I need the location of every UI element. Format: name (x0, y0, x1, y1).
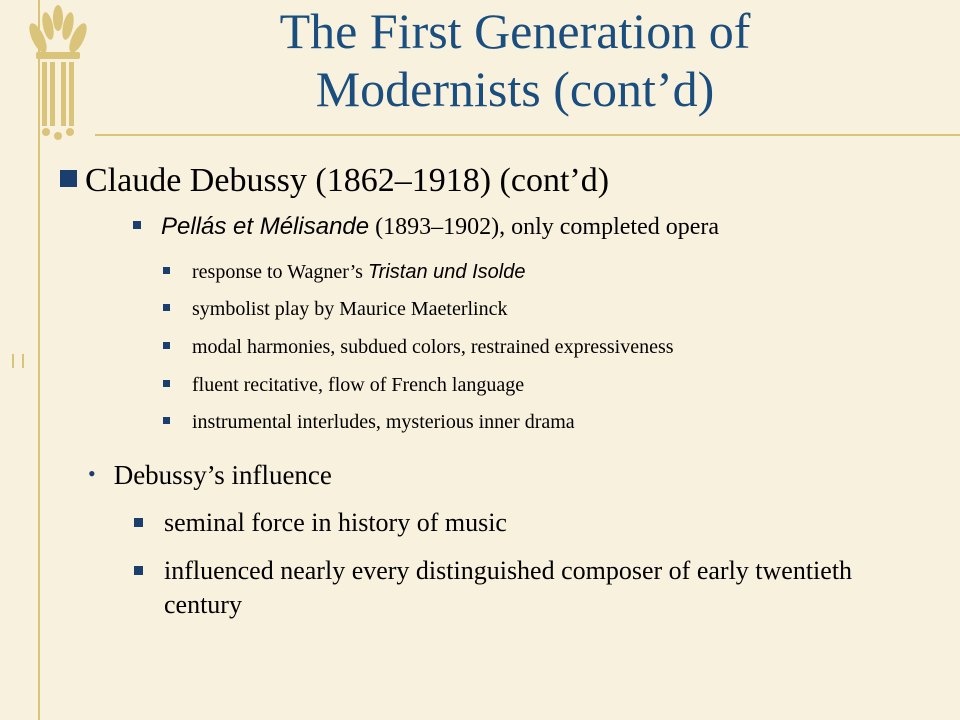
opera-bullet (133, 212, 719, 242)
title-line-2: Modernists (cont’d) (315, 61, 715, 117)
detail-item-4 (163, 372, 524, 398)
square-bullet-icon (163, 417, 170, 424)
ornament-icon (28, 4, 98, 144)
opera-title: Pellás et Mélisande (161, 213, 370, 240)
influence-text: influenced nearly every distinguished composer of early twentieth century (164, 556, 853, 619)
square-bullet-icon (163, 304, 170, 311)
round-bullet-icon: • (88, 461, 96, 486)
square-bullet-icon (163, 380, 170, 387)
influence-heading (88, 457, 332, 492)
square-bullet-icon (134, 566, 143, 575)
detail-text: response to Wagner’s (192, 261, 368, 283)
detail-text: instrumental interludes, mysterious inner drama (192, 411, 575, 433)
detail-work-title: Tristan und Isolde (367, 261, 526, 283)
influence-item-2 (134, 554, 924, 622)
detail-text: modal harmonies, subdued colors, restrained expressiveness (192, 336, 674, 358)
slide-title (120, 2, 910, 118)
title-line-1: The First Generation of (279, 3, 751, 59)
square-bullet-icon (134, 518, 143, 527)
detail-item-2 (163, 296, 507, 322)
detail-item-3 (163, 334, 674, 360)
influence-item-1 (134, 506, 924, 552)
main-bullet-text: Claude Debussy (1862–1918) (cont’d) (85, 162, 610, 199)
horizontal-rule (95, 134, 960, 136)
square-bullet-icon (163, 342, 170, 349)
influence-heading-text: Debussy’s influence (113, 460, 332, 490)
side-mark-icon (4, 352, 34, 370)
detail-item-1 (163, 259, 525, 285)
detail-text: fluent recitative, flow of French language (192, 374, 525, 396)
detail-text: symbolist play by Maurice Maeterlinck (192, 298, 508, 320)
detail-item-5 (163, 409, 575, 435)
main-bullet (60, 160, 609, 202)
square-bullet-icon (60, 170, 77, 187)
opera-description: (1893–1902), only completed opera (369, 214, 720, 240)
square-bullet-icon (133, 221, 141, 229)
square-bullet-icon (163, 267, 170, 274)
influence-text: seminal force in history of music (164, 508, 507, 537)
